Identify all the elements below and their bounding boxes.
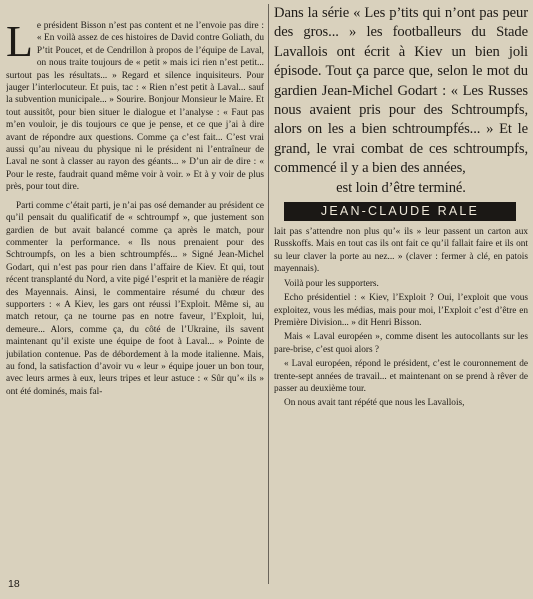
left-paragraph-2: Parti comme c’était parti, je n’ai pas osé demander au président ce qu’il pensait du qualificatif de « schtroumpf », que justement son gardien de but avait balancé comme ça après le match, pour commenter la performance. « Ils nous prenaient pour des Schtroumpfs, on les a bien schtroumpfés... » Signé Jean-Michel Godart, qui n’est pas pour rien dans l’affaire de Kiev. Et qui, tout récent transplanté du Nord, a vite pigé l’esprit et la manière de réagir des Mayennais. Ainsi, le commentaire résumé du chœur des supporters : « A Kiev, les gars ont réussi l’Exploit. Même si, au match retour, ça ne tourne pas en notre faveur, l’Exploit, lui, demeure... Alors, comme ça, du côté de l’Ukraine, ils savent maintenant qu’il existe une équipe de foot à Laval... » Pointe de jubilation contenue. Pas de débordement à la mode italienne. Mais, au fond, la satisfaction d’avoir vu « leur » équipe jouer un bon tour, avec leurs armes à eux, leurs tripes et leur astuce : « Sûr qu’« ils » ont été dominés, mais fal-	[6, 200, 264, 397]
author-byline: JEAN-CLAUDE RALE	[284, 202, 516, 221]
column-divider	[268, 4, 269, 584]
left-article-column	[6, 20, 264, 575]
left-paragraph-1	[6, 20, 264, 194]
left-paragraph-1-text: e président Bisson n’est pas content et ne l’envoie pas dire : « En voilà assez de ces histoires de David contre Goliath, du P’tit Poucet, et de Cendrillon à propos de l’équipe de Laval, on nous traite toujours de « petit » mais ici rien n’est petit... surtout pas les résultats... » Regard et silence inquisiteurs. Pour jauger l’interlocuteur. Et puis, tac : « Rien n’est petit à Laval... sauf la subvention municipale... » Sourire. Bonjour Monsieur le Maire. Et tout aussitôt, pour bien situer le dialogue et l’analyse : « Faut pas m’en vouloir, je dis toujours ce que je pense, et ce que j’ai à dire avant de répondre aux questions. Comme ça c’est fait... C’est vrai aussi qu’au niveau du physique ni le président ni l’entraîneur de Laval ne sont à classer au rayon des géants... » D’un air de dire : « Pour le reste, faudrait quand même voir à voir. » Et à y voir de plus près, pour tout dire.	[6, 21, 264, 193]
page-number: 18	[8, 578, 20, 590]
right-body-text	[274, 226, 528, 410]
right-paragraph-4: Mais « Laval européen », comme disent les autocollants sur les pare-brise, c’est quoi alors ?	[274, 332, 528, 355]
lead-text: Dans la série « Les p’tits qui n’ont pas peur des gros... » les footballeurs du Stade Lavallois ont écrit à Kiev un bien joli épisode. Tout ça parce que, selon le mot du gardien Jean-Michel Godart : « Les Russes nous avaient pris pour des Schtroumpfs, alors on les a bien schtroumpfés... » Et le grand, le vrai combat de ces schtroumpfs, commencé il y a bien des années,	[274, 5, 528, 177]
right-paragraph-5: « Laval européen, répond le président, c’est le couronnement de trente-sept années de travail... et maintenant on se prend à rêver de passer au deuxième tour.	[274, 359, 528, 394]
right-article-column	[274, 4, 528, 579]
right-paragraph-1: lait pas s’attendre non plus qu’« ils » leur passent un carton aux Russkoffs. Mais en tout cas ils ont fait ce qu’il fallait faire et ils ont su leur claver la porte au nez... » (claver : fermer à clé, en patois mayennais).	[274, 227, 528, 275]
lead-last-line: est loin d’être terminé.	[336, 179, 466, 196]
right-paragraph-3: Echo présidentiel : « Kiev, l’Exploit ? Oui, l’exploit que vous exploitez, vous les médias, mais pour moi, l’Exploit c’est d’être en Première Division... » dit Henri Bisson.	[274, 293, 528, 328]
lead-paragraph	[274, 4, 528, 198]
dropcap-letter: L	[6, 20, 33, 66]
right-paragraph-6: On nous avait tant répété que nous les Lavallois,	[284, 398, 465, 409]
right-paragraph-2: Voilà pour les supporters.	[284, 278, 379, 289]
